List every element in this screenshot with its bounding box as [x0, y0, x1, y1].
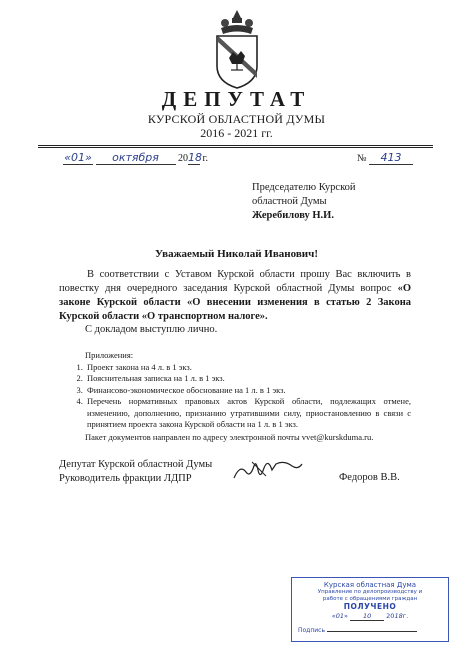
stamp-day: 01: [335, 612, 345, 620]
stamp-date: «01» 10 2018г.: [331, 612, 409, 620]
attachments-title: Приложения:: [85, 350, 134, 360]
stamp-sign-label: Подпись: [298, 627, 325, 634]
addressee-line-2: областной Думы: [252, 196, 327, 207]
stamp-org: Курская областная Дума: [323, 581, 417, 589]
stamp-received: ПОЛУЧЕНО: [343, 602, 397, 611]
date-month: октября: [96, 151, 176, 165]
header-subtitle: КУРСКОЙ ОБЛАСТНОЙ ДУМЫ: [147, 112, 326, 126]
signatory-name: Федоров В.В.: [339, 472, 400, 483]
attachment-item: 1. Проект закона на 4 л. в 1 экз.: [85, 362, 411, 374]
signatory-title-1: Депутат Курской областной Думы: [59, 459, 213, 470]
attachment-item: 2. Пояснительная записка на 1 л. в 1 экз.: [85, 373, 411, 385]
header-years: 2016 - 2021 гг.: [200, 126, 273, 140]
stamp-sign-field: [327, 623, 417, 632]
addressee-name: Жеребилову Н.И.: [252, 210, 334, 221]
document-date: «01» октября 2018 г.: [64, 151, 208, 164]
body-paragraph-1-text: В соответствии с Уставом Курской области прошу Вас включить в повестку дня очередного заседания Курской областной Думы вопрос: [59, 269, 411, 294]
received-stamp: [291, 577, 449, 642]
attachment-item: 3. Финансово-экономическое обоснование на 1 л. в 1 экз.: [85, 385, 411, 397]
bill-title: «О законе Курской области «О внесении изменения в статью 2 Закона Курской области «О транспортном налоге».: [59, 283, 411, 322]
handwritten-signature: [232, 456, 304, 482]
document-number: [357, 151, 413, 165]
date-year-prefix: 20: [178, 153, 188, 164]
header-divider: [38, 145, 433, 146]
date-year-suffix: 18: [188, 151, 202, 164]
stamp-year: 18: [394, 612, 403, 620]
attachments-note: Пакет документов направлен по адресу электронной почты vvet@kurskduma.ru.: [85, 431, 374, 442]
date-suffix: г.: [202, 153, 208, 164]
attachment-item: 4. Перечень нормативных правовых актов Курской области, подлежащих отмене, изменению, дополнению, признанию утратившими силу, приостановлению в связи с принятием проекта закона Курской области на 1 л. в 1 экз.: [85, 396, 411, 431]
header-divider-secondary: [38, 147, 433, 148]
signatory-title-2: Руководитель фракции ЛДПР: [59, 473, 192, 484]
number-label: №: [357, 153, 367, 164]
stamp-dept-line-2: работе с обращениями граждан: [322, 595, 418, 602]
header-title: ДЕПУТАТ: [161, 87, 312, 111]
signatory-titles: [59, 458, 212, 486]
stamp-year-suffix: г.: [402, 612, 409, 620]
stamp-month: 10: [350, 612, 384, 621]
kursk-coat-of-arms-emblem: [211, 8, 263, 90]
stamp-dept-line-1: Управление по делопроизводству и: [317, 589, 423, 595]
attachments-list: [59, 362, 411, 431]
greeting: Уважаемый Николай Иванович!: [154, 248, 319, 260]
body-paragraph-1: [59, 268, 411, 324]
stamp-year-prefix: 20: [386, 612, 395, 620]
body-paragraph-2: С докладом выступлю лично.: [85, 324, 218, 335]
addressee-block: [252, 181, 356, 223]
date-day: 01: [71, 151, 85, 164]
attachments-section: [59, 350, 411, 443]
stamp-signature-line: [292, 623, 448, 634]
addressee-line-1: Председателю Курской: [252, 182, 356, 193]
number-value: 413: [369, 151, 413, 165]
